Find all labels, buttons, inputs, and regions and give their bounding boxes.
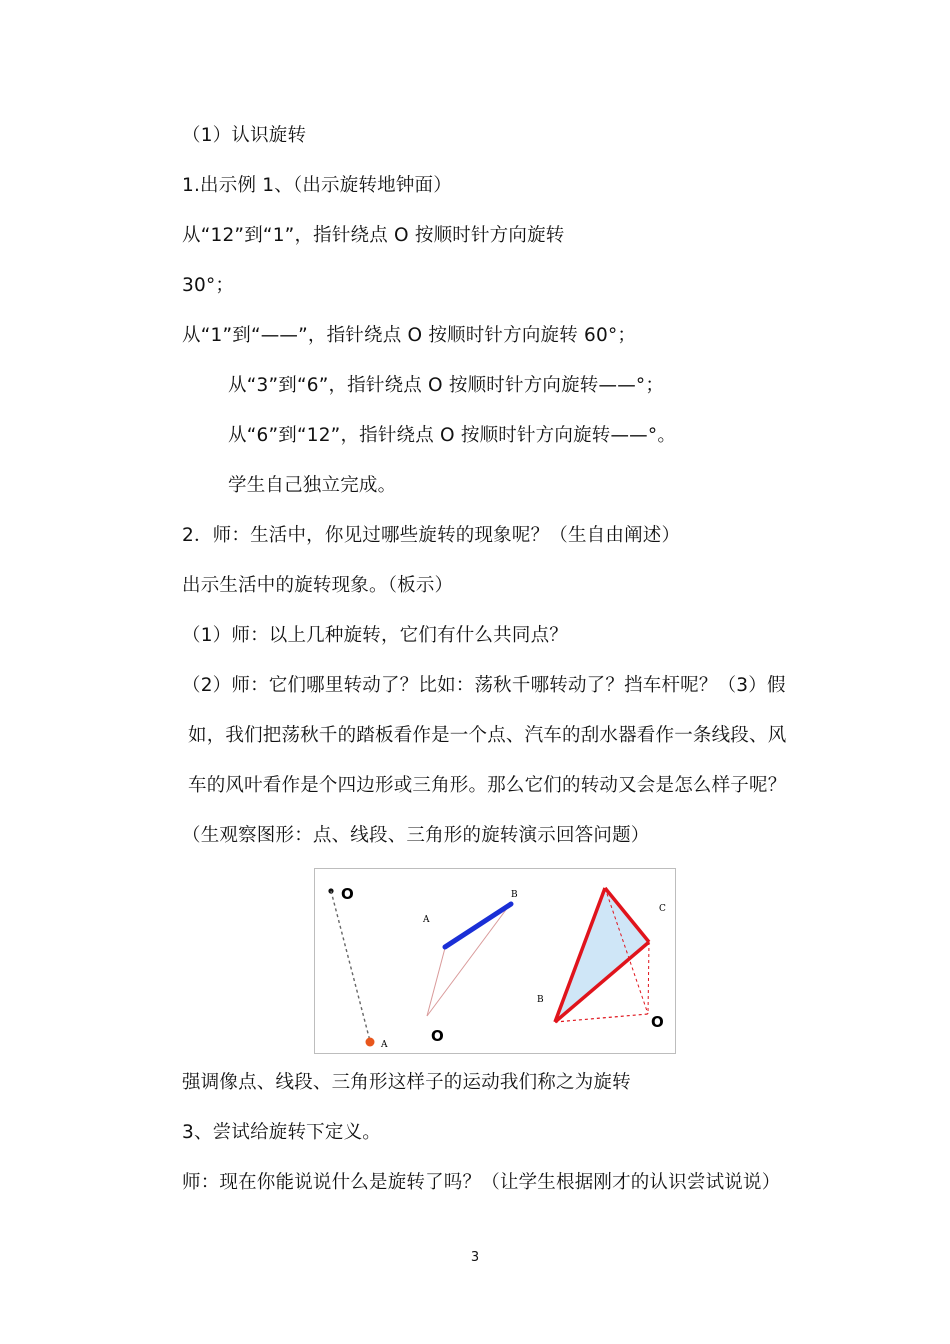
definition-question-line: 师：现在你能说说什么是旋转了吗？（让学生根据刚才的认识尝试说说） — [182, 1172, 781, 1193]
page-number: 3 — [470, 1250, 480, 1265]
triangle-center-label: O — [651, 1013, 664, 1031]
segment-b-label: B — [511, 890, 518, 900]
question-2-line: 2．师：生活中，你见过哪些旋转的现象呢？（生自由阐述） — [182, 525, 681, 546]
triangle-dashed-bottom — [555, 1014, 648, 1022]
heading-recognize-rotation: （1）认识旋转 — [182, 125, 307, 146]
section-3-title: 3、尝试给旋转下定义。 — [182, 1122, 381, 1143]
rotation-diagrams — [315, 869, 675, 1053]
clock-line-12-to-1: 从“12”到“1”，指针绕点 O 按顺时针方向旋转 — [182, 225, 565, 246]
common-point-question: （1）师：以上几种旋转，它们有什么共同点？ — [182, 625, 568, 646]
point-center-label: O — [341, 885, 354, 903]
show-rotation-phenomena-line: 出示生活中的旋转现象。（板示） — [182, 575, 454, 596]
example-1-title: 1.出示例 1、（出示旋转地钟面） — [182, 175, 452, 196]
observe-figures-line: （生观察图形：点、线段、三角形的旋转演示回答问题） — [182, 825, 650, 846]
segment-center-label: O — [431, 1027, 444, 1045]
point-path — [331, 891, 370, 1041]
windmill-line: 车的风叶看作是个四边形或三角形。那么它们的转动又会是怎么样子呢？ — [188, 775, 787, 796]
clock-line-1-to-blank: 从“1”到“——”，指针绕点 O 按顺时针方向旋转 60°； — [182, 325, 637, 346]
clock-line-30-degrees: 30°； — [182, 275, 235, 296]
segment-rotation-diagram — [422, 890, 518, 1045]
point-a-label: A — [381, 1040, 388, 1050]
segment-a-label: A — [423, 915, 430, 925]
clock-line-3-to-6: 从“3”到“6”，指针绕点 O 按顺时针方向旋转——°； — [228, 375, 665, 396]
triangle-rotation-diagram — [537, 888, 666, 1031]
triangle-c-label: C — [659, 904, 666, 914]
student-independent-line: 学生自己独立完成。 — [228, 475, 397, 496]
rotation-demo-figure — [314, 868, 676, 1054]
where-rotated-question: （2）师：它们哪里转动了？比如：荡秋千哪转动了？挡车杆呢？（3）假 — [182, 675, 786, 696]
triangle-dashed-right — [648, 942, 649, 1014]
point-rotation-diagram — [328, 885, 388, 1050]
clock-line-6-to-12: 从“6”到“12”，指针绕点 O 按顺时针方向旋转——°。 — [228, 425, 677, 446]
segment-link-b — [427, 903, 511, 1016]
segment-link-a — [427, 948, 445, 1016]
assume-line: 如，我们把荡秋千的踏板看作是一个点、汽车的刮水器看作一条线段、风 — [188, 725, 787, 746]
emphasis-line: 强调像点、线段、三角形这样子的运动我们称之为旋转 — [182, 1072, 631, 1093]
triangle-b-label: B — [537, 995, 544, 1005]
blue-segment-ab — [445, 904, 511, 947]
rotated-point — [366, 1038, 375, 1047]
